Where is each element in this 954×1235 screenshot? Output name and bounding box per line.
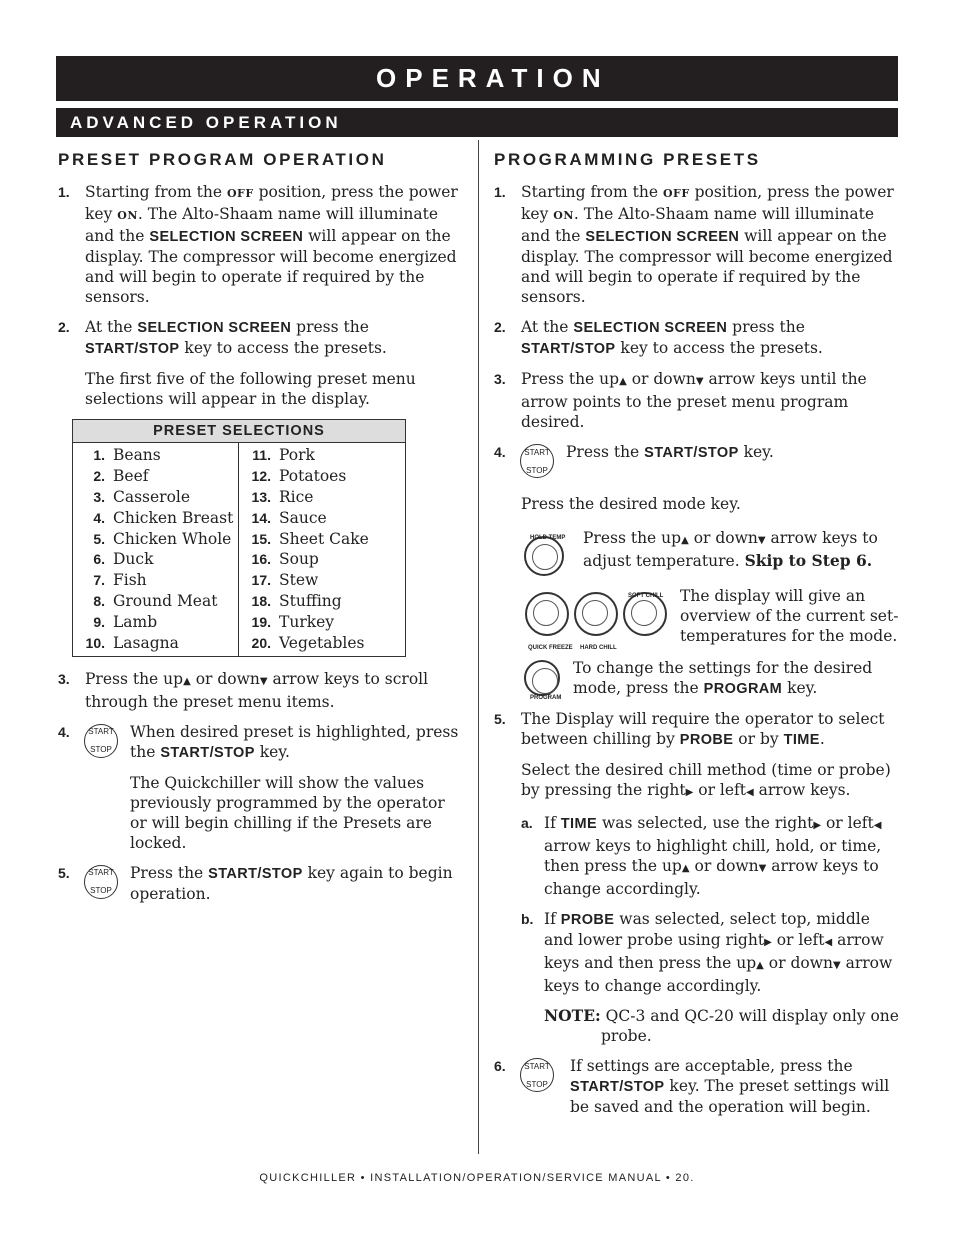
off-label: OFF bbox=[226, 187, 254, 200]
step-number: 5. bbox=[58, 864, 70, 881]
on-label: ON bbox=[117, 209, 138, 222]
table-row: 12. Potatoes bbox=[251, 466, 347, 485]
start-stop-key-icon: START STOP bbox=[84, 724, 118, 758]
text: or down bbox=[190, 669, 260, 688]
text: will appear on the display. The compressor will become energized and will begin to operate if required by the sensors. bbox=[85, 227, 457, 306]
table-row: 4. Chicken Breast bbox=[93, 508, 234, 527]
left-step-2 bbox=[58, 317, 463, 359]
note-label: NOTE: bbox=[544, 1006, 601, 1025]
table-row: 17. Stew bbox=[251, 571, 319, 590]
key-label: START/STOP bbox=[208, 865, 303, 882]
text: Press the up bbox=[85, 669, 184, 688]
table-row: 1. Beans bbox=[93, 446, 161, 464]
table-row: 6. Duck bbox=[93, 550, 154, 569]
right-step-5a: a. If TIME was selected, use the right▶ or left◀ arrow keys to highlight chill, hold, or time, then press the up▲ or down▼ arrow keys to change accordingly. bbox=[521, 814, 882, 898]
up-arrow-icon: ▲ bbox=[681, 863, 690, 874]
page-footer: QUICKCHILLER • INSTALLATION/OPERATION/SERVICE MANUAL • 20. bbox=[259, 1172, 695, 1184]
step-number: 1. bbox=[58, 184, 70, 200]
right-arrow-icon: ▶ bbox=[813, 820, 822, 831]
right-step-5: 5. The Display will require the operator to select between chilling by PROBE or by TIME. bbox=[494, 710, 885, 748]
table-row: 7. Fish bbox=[93, 571, 147, 590]
column-divider bbox=[478, 140, 479, 1154]
left-step-2-note: The first five of the following preset menu selections will appear in the display. bbox=[85, 370, 416, 408]
key-label: PROBE bbox=[679, 732, 734, 748]
down-arrow-icon: ▼ bbox=[757, 535, 766, 546]
preset-selections-table bbox=[72, 419, 406, 657]
page-title-banner bbox=[56, 56, 898, 101]
table-row: 11. Pork bbox=[252, 446, 315, 464]
section-banner bbox=[56, 108, 898, 137]
text: At the bbox=[85, 318, 138, 336]
up-arrow-icon: ▲ bbox=[183, 675, 191, 687]
table-row: 16. Soup bbox=[251, 550, 319, 569]
right-step-4: 4. START STOP Press the START/STOP key. bbox=[494, 442, 899, 482]
down-arrow-icon: ▼ bbox=[832, 960, 841, 971]
program-row: PROGRAM To change the settings for the desired mode, press the PROGRAM key. bbox=[494, 658, 899, 699]
step-number: 6. bbox=[494, 1058, 506, 1074]
text: position, press the power key bbox=[85, 183, 458, 223]
on-label: ON bbox=[553, 209, 574, 222]
down-arrow-icon: ▼ bbox=[695, 376, 704, 387]
text: Starting from the bbox=[85, 183, 227, 201]
table-row: 3. Casserole bbox=[93, 487, 191, 506]
table-header: PRESET SELECTIONS bbox=[73, 420, 405, 443]
key-label: TIME bbox=[783, 732, 820, 748]
quick-freeze-label: QUICK FREEZE bbox=[528, 645, 573, 651]
table-row: 20. Vegetables bbox=[251, 634, 365, 653]
right-step-5b: b. If PROBE was selected, select top, middle and lower probe using right▶ or left◀ arrow keys and then press the up▲ or down▼ arrow keys to change accordingly. bbox=[521, 910, 893, 995]
key-label: TIME bbox=[560, 816, 598, 832]
step-number: 4. bbox=[494, 444, 506, 460]
key-label: SELECTION SCREEN bbox=[585, 229, 740, 245]
page-title: OPERATION bbox=[376, 63, 610, 93]
key-label: START/STOP bbox=[521, 341, 616, 357]
key-label: START/STOP bbox=[160, 744, 255, 761]
key-label: PROGRAM bbox=[703, 681, 783, 697]
right-step-5-note: Select the desired chill method (time or probe) by pressing the right▶ or left◀ arrow keys. bbox=[521, 761, 891, 799]
probe-note: NOTE: QC-3 and QC-20 will display only one probe. bbox=[544, 1006, 899, 1045]
hard-chill-key-icon bbox=[574, 592, 618, 636]
right-step-1: 1. Starting from the OFF position, press the power key ON. The Alto-Shaam name will illuminate and the SELECTION SCREEN will appear on the display. The compressor will become energized and will begin to operate if required by the sensors. bbox=[494, 183, 894, 306]
table-column-1 bbox=[73, 443, 239, 656]
text: press the bbox=[291, 318, 369, 336]
key-label: SELECTION SCREEN bbox=[573, 320, 728, 336]
key-label: START/STOP bbox=[570, 1079, 665, 1095]
key-label: SELECTION SCREEN bbox=[149, 229, 304, 245]
sub-letter: b. bbox=[521, 911, 534, 927]
quick-freeze-key-icon bbox=[525, 592, 569, 636]
table-row: 2. Beef bbox=[93, 466, 149, 485]
text: key to access the presets. bbox=[179, 339, 387, 357]
left-arrow-icon: ◀ bbox=[824, 937, 833, 948]
hold-temp-label: HOLD TEMP bbox=[530, 535, 566, 541]
step-number: 1. bbox=[494, 184, 506, 200]
step-number: 4. bbox=[58, 723, 70, 740]
off-label: OFF bbox=[662, 187, 690, 200]
right-arrow-icon: ▶ bbox=[764, 937, 772, 948]
right-heading: PROGRAMMING PRESETS bbox=[494, 150, 761, 169]
sub-letter: a. bbox=[521, 815, 533, 831]
key-label: START/STOP bbox=[85, 341, 180, 357]
text: key again to begin operation. bbox=[130, 863, 453, 903]
down-arrow-icon: ▼ bbox=[758, 863, 767, 874]
up-arrow-icon: ▲ bbox=[681, 535, 689, 546]
left-step-1 bbox=[58, 182, 463, 307]
table-row: 13. Rice bbox=[251, 487, 314, 506]
text: The display will give an overview of the current set-temperatures for the mode. bbox=[680, 587, 899, 645]
key-label: START/STOP bbox=[644, 445, 739, 461]
left-step-4-note: The Quickchiller will show the values previously programmed by the operator or will begin chilling if the Presets are locked. bbox=[130, 773, 445, 852]
right-arrow-icon: ▶ bbox=[685, 787, 694, 798]
table-row: 5. Chicken Whole bbox=[93, 529, 232, 548]
key-label: PROBE bbox=[560, 912, 615, 928]
step-number: 2. bbox=[494, 319, 506, 335]
chill-modes-row bbox=[494, 586, 899, 651]
table-row: 10. Lasagna bbox=[85, 634, 179, 653]
table-row: 14. Sauce bbox=[251, 508, 327, 527]
step-number: 3. bbox=[494, 371, 506, 387]
left-heading: PRESET PROGRAM OPERATION bbox=[58, 150, 387, 169]
step-number: 5. bbox=[494, 711, 506, 727]
hold-temp-row: HOLD TEMP Press the up▲ or down▼ arrow keys to adjust temperature. Skip to Step 6. bbox=[494, 528, 899, 574]
right-column bbox=[494, 150, 899, 1127]
step-number: 3. bbox=[58, 670, 70, 687]
left-arrow-icon: ◀ bbox=[873, 820, 882, 831]
text: When desired preset is highlighted, press the bbox=[130, 722, 459, 761]
table-row: 18. Stuffing bbox=[251, 592, 342, 611]
left-step-5 bbox=[58, 863, 463, 904]
up-arrow-icon: ▲ bbox=[756, 960, 764, 971]
left-step-4 bbox=[58, 722, 463, 763]
start-stop-key-icon: START STOP bbox=[84, 865, 118, 899]
table-column-2 bbox=[239, 443, 405, 656]
soft-chill-label: SOFT CHILL bbox=[628, 593, 664, 599]
section-title: ADVANCED OPERATION bbox=[70, 113, 342, 132]
left-column bbox=[58, 150, 463, 914]
key-label: SELECTION SCREEN bbox=[137, 320, 292, 336]
text: key. bbox=[254, 742, 290, 761]
program-icon-label: PROGRAM bbox=[530, 695, 562, 701]
text: . The Alto-Shaam name will illuminate and the bbox=[85, 205, 439, 245]
down-arrow-icon: ▼ bbox=[259, 675, 268, 687]
up-arrow-icon: ▲ bbox=[619, 376, 627, 387]
left-step-3 bbox=[58, 669, 463, 712]
left-arrow-icon: ◀ bbox=[746, 787, 754, 798]
table-row: 19. Turkey bbox=[251, 613, 335, 632]
start-stop-key-icon: START STOP bbox=[520, 1058, 554, 1092]
step-number: 2. bbox=[58, 319, 70, 335]
text: arrow keys to scroll through the preset menu items. bbox=[85, 669, 429, 711]
right-step-4-note: Press the desired mode key. bbox=[521, 495, 741, 513]
table-row: 8. Ground Meat bbox=[93, 592, 218, 611]
table-row: 9. Lamb bbox=[93, 613, 158, 632]
start-stop-key-icon: START STOP bbox=[520, 444, 554, 478]
right-step-3: 3. Press the up▲ or down▼ arrow keys until the arrow points to the preset menu program desired. bbox=[494, 370, 867, 431]
text: Press the bbox=[130, 863, 209, 882]
table-row: 15. Sheet Cake bbox=[251, 529, 369, 548]
hard-chill-label: HARD CHILL bbox=[580, 645, 617, 651]
skip-note: Skip to Step 6. bbox=[744, 551, 873, 570]
right-step-6: 6. START STOP If settings are acceptable, press the START/STOP key. The preset settings will be saved and the operation will begin. bbox=[494, 1057, 890, 1116]
right-step-2: 2. At the SELECTION SCREEN press the START/STOP key to access the presets. bbox=[494, 318, 823, 357]
